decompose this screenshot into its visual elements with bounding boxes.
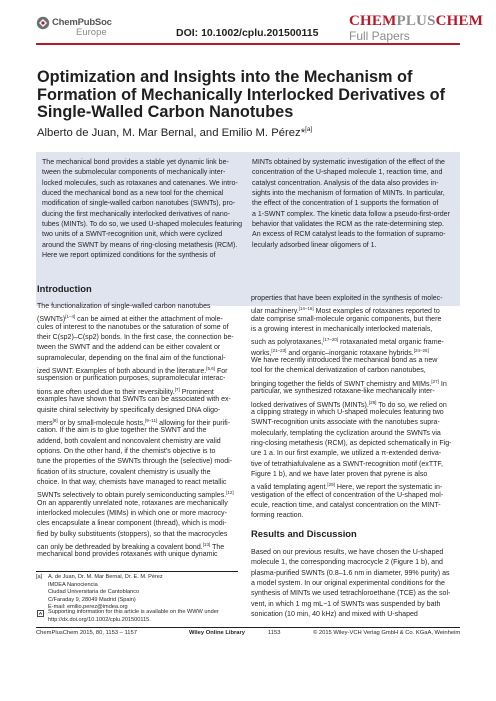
body-text-line: a valid templating agent.[29] Here, we report the systematic in- bbox=[251, 482, 443, 492]
footer-copyright: © 2015 Wiley-VCH Verlag GmbH & Co. KGaA, Weinheim bbox=[313, 630, 461, 636]
body-text-line: SWNTs selectively to obtain purely semiconducting samples.[12] bbox=[37, 490, 234, 500]
body-text-line: properties that have been exploited in the synthesis of molec- bbox=[251, 295, 443, 302]
abstract-line: two units of a SWNT-recognition unit, which were cyclized bbox=[42, 231, 223, 239]
body-text-line: addend, both covalent and noncovalent chemistry are valid bbox=[37, 437, 221, 445]
body-text-line: examples have shown that SWNTs can be associated with ex- bbox=[37, 396, 231, 404]
abstract-line: duced the mechanical bond as a new tool for the chemical bbox=[42, 190, 224, 198]
body-text-line: Based on our previous results, we have chosen the U-shaped bbox=[251, 549, 444, 556]
body-text-line: particular, we synthesized rotaxane-like mechanically inter- bbox=[251, 388, 435, 396]
section-heading-results: Results and Discussion bbox=[251, 528, 357, 539]
footnote-line: Ciudad Universitaria de Cantoblanco bbox=[48, 589, 140, 596]
body-text-line: ular machinery.[14–16] Most examples of rotaxanes reported to bbox=[251, 306, 440, 316]
abstract-line: The mechanical bond provides a stable yet dynamic link be- bbox=[42, 159, 229, 166]
body-text-line: ecule, reaction time, and catalyst concentration on the MINT- bbox=[251, 502, 441, 509]
footnote-line: E-mail: emilio.perez@imdea.org bbox=[48, 604, 128, 611]
footnote-line: A. de Juan, Dr. M. Mar Bernal, Dr. E. M. Pérez bbox=[48, 574, 163, 580]
abstract-line: modification of single-walled carbon nanotubes (SWNTs), pro- bbox=[42, 200, 236, 208]
logo-text-line1: ChemPubSoc bbox=[52, 17, 112, 28]
body-text-line: a clipping strategy in which U-shaped molecules featuring two bbox=[251, 408, 444, 416]
abstract-line: MINTs obtained by systematic investigation of the effect of the bbox=[252, 159, 445, 166]
article-title bbox=[37, 69, 462, 122]
footer-page-number: 1153 bbox=[268, 630, 281, 636]
footnote-line: IMDEA Nanociencia bbox=[48, 581, 98, 588]
body-text-line: such as polyrotaxanes,[17–20] rotaxanated metal organic frame- bbox=[251, 337, 444, 347]
footer-publisher[interactable]: Wiley Online Library bbox=[189, 630, 245, 636]
body-text-line: forming reaction. bbox=[251, 512, 304, 520]
doi[interactable]: DOI: 10.1002/cplu.201500115 bbox=[176, 27, 319, 39]
body-text-line: bringing together the fields of SWNT chemistry and MIMs.[27] In bbox=[251, 378, 447, 388]
abstract-line: tween the submolecular components of mechanically inter- bbox=[42, 169, 226, 177]
abstract-line: An excess of RCM catalyst leads to the formation of supramo- bbox=[252, 231, 446, 239]
body-text-line: vent, in which 1 mg mL−1 of SWNTs was suspended by bath bbox=[251, 600, 441, 608]
body-text-line: Figure 1 b), and we have later proven that pyrene is also bbox=[251, 470, 428, 478]
body-text-line: mers[8] or by small-molecule hosts,[9–11] allowing for their purifi- bbox=[37, 417, 231, 427]
logo-text-line2: Europe bbox=[76, 27, 107, 38]
body-text-line: ring-closing metathesis (RCM), as depicted schematically in Fig- bbox=[251, 439, 452, 447]
footnote-label: [a] bbox=[36, 574, 43, 580]
journal-name-part1: CHEM bbox=[349, 13, 397, 29]
title-line: Single-Walled Carbon Nanotubes bbox=[37, 103, 294, 121]
footer-citation: ChemPlusChem 2015, 80, 1153 – 1157 bbox=[36, 630, 137, 636]
body-text-line: is a growing interest in mechanically interlocked materials, bbox=[251, 326, 433, 334]
footnote-line: C/Faraday 9, 28049 Madrid (Spain) bbox=[48, 596, 136, 603]
body-text-line: their C(sp2)–C(sp2) bonds. In the first case, the connection be- bbox=[37, 334, 234, 342]
body-text-line: (SWNTs)[1–4] can be aimed at either the attachment of mole- bbox=[37, 314, 223, 324]
footnote-line: http://dx.doi.org/10.1002/cplu.201500115. bbox=[48, 616, 151, 623]
body-text-line: a model system. In our original experimental conditions for the bbox=[251, 580, 445, 588]
body-text-line: SWNT-recognition units associate with the nanotubes supra- bbox=[251, 419, 440, 427]
body-text-line: options. On the other hand, if the chemist's objective is to bbox=[37, 447, 216, 455]
body-text-line: interlocked molecules (MIMs) in which one or more macrocy- bbox=[37, 510, 227, 517]
author-names: Alberto de Juan, M. Mar Bernal, and Emilio M. Pérez* bbox=[37, 126, 306, 139]
abstract-line: the effect of the concentration of 1 supports the formation of bbox=[252, 200, 439, 208]
body-text-line: suspension or purification purposes, supramolecular interac- bbox=[37, 375, 226, 383]
title-line: Formation of Mechanically Interlocked Derivatives of bbox=[37, 85, 446, 104]
body-text-line: tions are often used due to their reversibility.[7] Prominent bbox=[37, 386, 214, 396]
journal-name-part3: CHEM bbox=[435, 13, 484, 29]
author-list bbox=[37, 126, 312, 139]
abstract-line: ducing the first mechanically interlocked derivatives of nano- bbox=[42, 210, 231, 218]
body-text-line: tween the SWNT and the addend can be either covalent or bbox=[37, 344, 221, 352]
body-text-line: supramolecular, depending on the final aim of the functional- bbox=[37, 354, 226, 362]
abstract-box bbox=[36, 152, 460, 306]
body-text-line: cation. If the aim is to glue together the SWNT and the bbox=[37, 427, 207, 435]
supporting-info-icon bbox=[37, 610, 44, 617]
footnote-line: Supporting information for this article is available on the WWW under bbox=[48, 609, 219, 615]
body-text-line: fication of its structure, covalent chemistry is usually the bbox=[37, 468, 211, 476]
body-text-line: choice. In that way, chemists have managed to react metallic bbox=[37, 478, 227, 486]
body-text-line: works,[21–23] and organic–inorganic rotaxane hybrids.[24–26] bbox=[251, 347, 429, 357]
body-text-line: sonication (10 min, 40 kHz) and mixed with U-shaped bbox=[251, 611, 418, 619]
author-affiliation-mark: [a] bbox=[305, 126, 313, 133]
body-text-line: On an apparently unrelated note, rotaxanes are mechanically bbox=[37, 499, 228, 507]
body-text-line: We have recently introduced the mechanical bond as a new bbox=[251, 357, 438, 365]
footer-rule bbox=[36, 627, 460, 628]
chempubsoc-logo-icon bbox=[36, 16, 50, 30]
body-text-line: vestigation of the effect of concentration of the U-shaped mol- bbox=[251, 491, 444, 499]
article-type: Full Papers bbox=[349, 29, 410, 43]
abstract-line: lecularly adsorbed linear oligomers of 1. bbox=[252, 241, 377, 249]
abstract-line: Here we report optimized conditions for the synthesis of bbox=[42, 252, 216, 260]
abstract-line: behavior that validates the RCM as the rate-determining step. bbox=[252, 221, 444, 229]
title-line: Optimization and Insights into the Mechanism of bbox=[37, 68, 413, 86]
body-text-line: tune the properties of the SWNTs through the (selective) modi- bbox=[37, 458, 233, 466]
body-text-line: The functionalization of single-walled carbon nanotubes bbox=[37, 303, 211, 310]
body-text-line: mechanical bond provides rotaxanes with unique dynamic bbox=[37, 551, 218, 559]
journal-name bbox=[349, 13, 483, 30]
abstract-line: locked molecules, such as rotaxanes and catenanes. We intro- bbox=[42, 179, 238, 187]
body-text-line: ure 1 a. In our first example, we utilized a π-extended deriva- bbox=[251, 450, 442, 458]
section-heading-introduction: Introduction bbox=[37, 283, 92, 294]
journal-name-part2: PLUS bbox=[396, 13, 436, 29]
body-text-line: can only be dethreaded by breaking a covalent bond.[13] The bbox=[37, 542, 225, 552]
body-text-line: ized SWNT. Examples of both abound in the literature.[5,6] For bbox=[37, 366, 228, 376]
body-text-line: cles encapsulate a linear component (thread), which is modi- bbox=[37, 520, 227, 528]
header-divider bbox=[36, 43, 460, 45]
abstract-line: catalyst concentration. Analysis of the data also provides in- bbox=[252, 179, 439, 187]
abstract-line: sights into the mechanism of formation of MINTs. In particular, bbox=[252, 190, 445, 198]
body-text-line: cules of interest to the nanotubes or the saturation of some of bbox=[37, 323, 229, 331]
abstract-line: a 1-SWNT complex. The kinetic data follow a pseudo-first-order bbox=[252, 210, 450, 218]
body-text-line: molecule 1, the corresponding macrocycle 2 (Figure 1 b), and bbox=[251, 559, 443, 567]
footnote-rule bbox=[36, 571, 238, 572]
abstract-line: tubes (MINTs). To do so, we used U-shaped molecules featuring bbox=[42, 221, 243, 229]
body-text-line: quisite chiral selectivity by specifically designed DNA oligo- bbox=[37, 406, 221, 414]
body-text-line: date comprise small-molecule organic components, but there bbox=[251, 315, 442, 323]
body-text-line: synthesis of MINTs we used tetrachloroethane (TCE) as the sol- bbox=[251, 590, 451, 598]
abstract-line: concentration of the U-shaped molecule 1, reaction time, and bbox=[252, 169, 443, 177]
abstract-line: around the SWNT by means of ring-closing metathesis (RCM). bbox=[42, 241, 238, 249]
body-text-line: plasma-purified SWNTs (0.8–1.6 nm in diameter, 99% purity) as bbox=[251, 569, 450, 577]
body-text-line: locked derivatives of SWNTs (MINTs).[28] To do so, we relied on bbox=[251, 399, 447, 409]
publisher-logo bbox=[36, 16, 126, 38]
body-text-line: fied by bulky substituents (stoppers), so that the macrocycles bbox=[37, 530, 228, 538]
body-text-line: tool for the chemical derivatization of carbon nanotubes, bbox=[251, 367, 426, 375]
body-text-line: tive of tetrathiafulvalene as a SWNT-recognition motif (exTTF, bbox=[251, 460, 443, 468]
body-text-line: molecularly, templating the cyclization around the SWNTs via bbox=[251, 429, 441, 437]
